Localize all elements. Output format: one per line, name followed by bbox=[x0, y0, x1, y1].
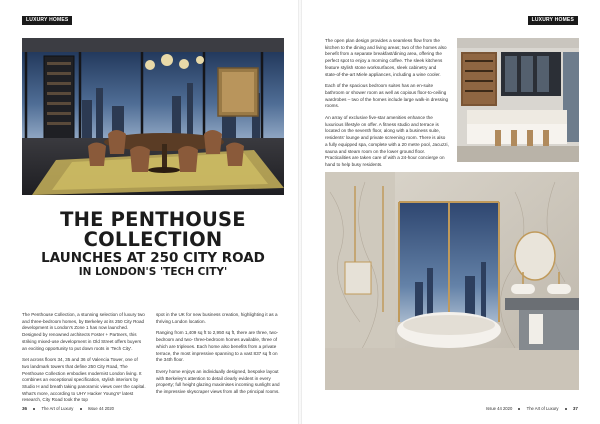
bathroom-illustration bbox=[325, 172, 579, 390]
issue-label: Issue 44 2020 bbox=[87, 406, 115, 411]
paragraph: Ranging from 1,409 sq ft to 2,950 sq ft, there are three, two-bedroom and two- three-bedroom homes available, three of which are triplexes. Each home also benefits from a private terrace, the most impressive spanning to a vast 837 sq ft on the 34th floor. bbox=[156, 330, 279, 363]
dining-room-illustration bbox=[22, 38, 284, 195]
page-number: 37 bbox=[572, 406, 578, 411]
paragraph: Set across floors 34, 35 and 36 of Valencia Tower, one of two landmark towers that define 250 City Road, The Penthouse Collection embodies modernist London living. It combines an exceptional specification, stylish interiors by Studio H and breath taking panoramic views over the capital. What's more, according to UHY Hacker Young's* latest research, City Road took the top bbox=[22, 357, 146, 403]
left-page-column-2 bbox=[156, 312, 284, 401]
section-tag-right: LUXURY HOMES bbox=[528, 16, 578, 25]
separator-dot bbox=[80, 408, 82, 410]
page-gutter bbox=[298, 0, 302, 424]
headline-line-3: LAUNCHES AT 250 CITY ROAD bbox=[41, 250, 265, 266]
headline-line-4: IN LONDON'S 'TECH CITY' bbox=[78, 266, 228, 278]
dining-room-photo bbox=[22, 38, 284, 195]
bathroom-photo bbox=[325, 172, 579, 390]
footer-right bbox=[486, 405, 578, 413]
magazine-name: The Art of Luxury bbox=[526, 406, 559, 411]
paragraph: Each of the spacious bedroom suites has an en-suite bathroom or shower room as well as copious floor-to-ceiling wardrobes – two of the homes include large walk-in dressing rooms. bbox=[325, 83, 449, 109]
article-headline bbox=[22, 210, 284, 279]
headline-line-1: THE PENTHOUSE bbox=[60, 208, 246, 231]
footer-left bbox=[22, 405, 114, 413]
paragraph: Every home enjoys an individually designed, bespoke layout with Berkeley's attention to detail clearly evident in every property; full height glazing maximises incoming sunlight and the impressive skyscraper views from all the principal rooms. bbox=[156, 368, 280, 395]
paragraph: The open plan design provides a seamless flow from the kitchen to the dining and living areas; two of the homes also benefit from a separate breakfast/dining area, offering the perfect spot to enjoy a morning coffee. The sleek kitchens feature stylish stone worksurfaces, sleek cabinetry and state-of-the-art Miele appliances, including a wine cooler. bbox=[325, 38, 447, 77]
right-page-column bbox=[325, 38, 449, 174]
page-number: 36 bbox=[22, 406, 28, 411]
section-tag-left: LUXURY HOMES bbox=[22, 16, 72, 25]
left-page-column-1 bbox=[22, 312, 146, 409]
paragraph: The Penthouse Collection, a stunning selection of luxury two and three-bedroom homes, by Berkeley at its 250 City Road development in London's Zone 1 has now launched. Designed by renowned architects Foster + Partners, this striking mixed-use development in Old Street offers buyers an exciting opportunity to put down roots in 'Tech City'. bbox=[22, 312, 145, 351]
headline-line-2: COLLECTION bbox=[83, 228, 223, 251]
kitchen-photo bbox=[457, 38, 579, 162]
separator-dot bbox=[565, 408, 567, 410]
magazine-name: The Art of Luxury bbox=[41, 406, 74, 411]
paragraph: An array of exclusive five-star amenities enhance the luxurious lifestyle on offer. A fitness studio and terrace is located on the seventh floor, along with a business suite, residents' lounge and private screening room. There is also a fully equipped spa, complete with a 20 metre pool, Jacuzzi, sauna and steam room on the lower ground floor. Practicalities are taken care of with a 24-hour concierge on hand to help busy residents. bbox=[325, 115, 449, 167]
kitchen-illustration bbox=[457, 38, 579, 162]
paragraph: spot in the UK for new business creation, highlighting it as a thriving London location. bbox=[156, 312, 278, 324]
separator-dot bbox=[518, 408, 520, 410]
issue-label: Issue 44 2020 bbox=[485, 406, 513, 411]
separator-dot bbox=[33, 408, 35, 410]
